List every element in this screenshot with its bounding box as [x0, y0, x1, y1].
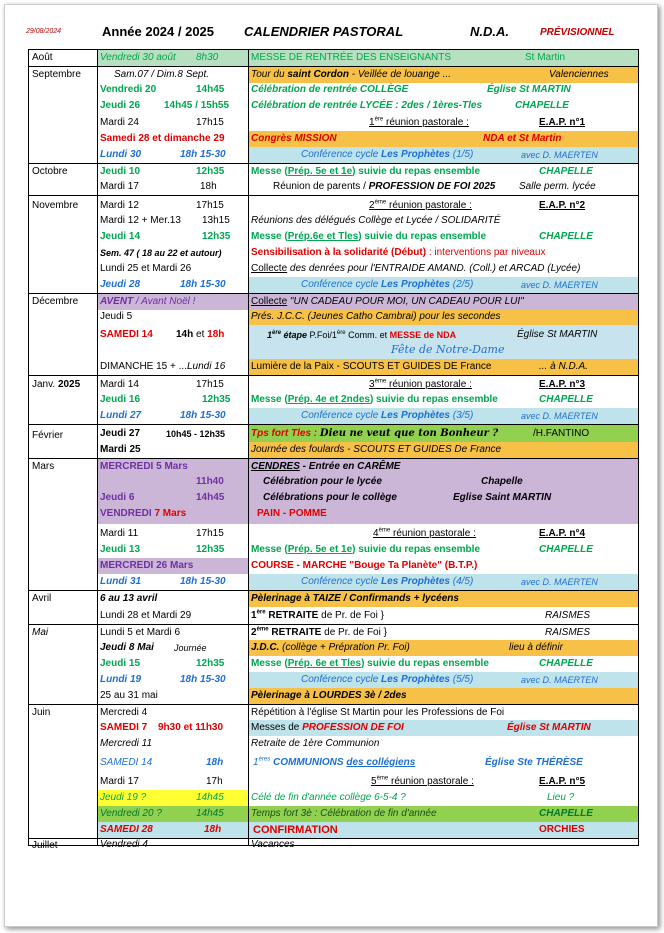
event-cell: Conférence cycle Les Prophètes (4/5) avec D. MAERTEN: [249, 574, 638, 590]
event-cell: CONFIRMATION ORCHIES: [249, 822, 638, 838]
date-cell: 6 au 13 avril: [98, 591, 249, 607]
table-row: [29, 98, 638, 114]
table-row: [29, 590, 638, 607]
event-cell: PAIN - POMME: [249, 506, 638, 522]
table-row: [29, 624, 638, 641]
date-cell: Jeudi 6 14h45: [98, 490, 249, 506]
table-row: [29, 359, 638, 375]
date-cell: Mercredi 4: [98, 705, 249, 721]
event-cell: Messe (Prép. 5e et 1e) suivie du repas ensemble CHAPELLE: [251, 544, 593, 555]
event-cell: Messe (Prép.6e et Tles) suivie du repas ensemble CHAPELLE: [251, 231, 593, 242]
date-cell: AVENT / Avant Noël !: [98, 294, 249, 310]
event-cell: Collecte des denrées pour l'ENTRAIDE AMAND. (Coll.) et ARCAD (Lycée): [251, 263, 581, 274]
table-row: [29, 524, 638, 542]
table-row: [29, 574, 638, 590]
month-label: Août: [29, 50, 98, 66]
month-label: Mai: [29, 625, 98, 641]
event-cell: Lumière de la Paix - SCOUTS ET GUIDES DE France ... à N.D.A.: [249, 359, 638, 375]
table-row: [29, 490, 638, 506]
table-row: [29, 392, 638, 408]
event-cell: 3ème réunion pastorale : E.A.P. n°3: [369, 378, 586, 390]
event-cell: 4ème réunion pastorale : E.A.P. n°4: [373, 527, 586, 539]
table-row: [29, 147, 638, 163]
month-label: Septembre: [29, 67, 98, 83]
table-row: [29, 229, 638, 245]
table-row: [29, 66, 638, 83]
table-row: [29, 293, 638, 310]
document-title: CALENDRIER PASTORAL: [244, 24, 404, 39]
event-cell: Répétition à l'église St Martin pour les Professions de Foi: [251, 707, 505, 718]
date-cell: VENDREDI 7 Mars: [98, 506, 249, 522]
table-row: [29, 408, 638, 424]
date-cell: Mardi 14 17h15: [98, 376, 249, 393]
event-cell: Messe (Prép. 6e et Tles) suivie du repas ensemble CHAPELLE: [251, 658, 593, 669]
event-cell: Congrès MISSION NDA et St Martin: [249, 131, 638, 147]
event-cell: 1ère réunion pastorale : E.A.P. n°1: [369, 116, 586, 128]
date-cell: Vendredi 4: [98, 839, 249, 846]
date-cell: Jeudi 15 12h35: [98, 656, 249, 672]
event-cell: Célé de fin d'année collège 6-5-4 ? Lieu ?: [251, 792, 575, 803]
event-cell: 2ème réunion pastorale : E.A.P. n°2: [369, 199, 586, 211]
table-row: [29, 50, 638, 66]
calendar-table: [28, 49, 639, 851]
event-cell: CENDRES - Entrée en CARÊME: [249, 459, 638, 475]
date-cell: Mardi 24 17h15: [98, 114, 249, 131]
table-row: [29, 704, 638, 721]
date-cell: Sam.07 / Dim.8 Sept.: [98, 67, 249, 83]
table-row: [29, 542, 638, 558]
table-row: [29, 838, 638, 851]
table-row: [29, 688, 638, 704]
event-cell: COURSE - MARCHE "Bouge Ta Planète" (B.T.P.): [251, 560, 478, 571]
event-cell: Conférence cycle Les Prophètes (3/5) avec D. MAERTEN: [249, 408, 638, 424]
table-row: [29, 442, 638, 458]
table-row: [29, 790, 638, 806]
event-cell: Sensibilisation à la solidarité (Début) : interventions par niveaux: [251, 247, 546, 258]
date-cell: 25 au 31 mai: [98, 688, 249, 704]
date-cell: Lundi 19 18h 15-30: [98, 672, 249, 688]
event-cell: Réunion de parents / PROFESSION DE FOI 2025 Salle perm. lycée: [273, 181, 596, 192]
print-date: 29/08/2024: [26, 28, 62, 35]
month-label: Mars: [29, 459, 98, 475]
table-row: [29, 277, 638, 293]
table-row: [29, 672, 638, 688]
table-row: [29, 474, 638, 490]
table-row: [29, 179, 638, 195]
event-cell: 5ème réunion pastorale : E.A.P. n°5: [371, 775, 586, 787]
date-cell: Samedi 28 et dimanche 29: [98, 131, 249, 147]
event-cell: Retraite de 1ère Communion: [251, 738, 380, 749]
table-row: [29, 424, 638, 443]
event-cell: Célébration de rentrée COLLÈGE Église St MARTIN: [251, 84, 571, 95]
event-cell: MESSE DE RENTRÉE DES ENSEIGNANTS St Martin: [249, 50, 638, 66]
event-cell: Collecte "UN CADEAU POUR MOI, UN CADEAU POUR LUI": [249, 294, 638, 310]
event-cell: Temps fort 3è : Célébration de fin d'année CHAPELLE: [249, 806, 638, 822]
date-cell: Mardi 25: [98, 442, 249, 458]
table-row: [29, 720, 638, 736]
event-cell: Réunions des délégués Collège et Lycée / SOLIDARITÉ: [251, 215, 501, 226]
date-cell: Jeudi 10 12h35: [98, 164, 249, 180]
date-cell: Lundi 27 18h 15-30: [98, 408, 249, 424]
date-cell: 11h40: [98, 474, 249, 490]
date-cell: Jeudi 8 Mai Journée: [98, 640, 249, 656]
date-cell: Mardi 17 18h: [98, 179, 249, 195]
month-label: Avril: [29, 591, 98, 607]
month-label: Novembre: [29, 196, 98, 214]
date-cell: Jeudi 26 14h45 / 15h55: [98, 98, 249, 114]
table-row: [29, 309, 638, 325]
table-row: [29, 131, 638, 147]
table-row: [29, 752, 638, 772]
date-cell: Lundi 28 et Mardi 29: [98, 606, 249, 624]
month-label: Décembre: [29, 294, 98, 310]
event-cell: Pèlerinage à LOURDES 3è / 2des: [249, 688, 638, 704]
event-cell: Messe (Prép. 5e et 1e) suivie du repas ensemble CHAPELLE: [251, 166, 593, 177]
date-cell: SAMEDI 28 18h: [98, 822, 249, 838]
event-cell: 1ère RETRAITE de Pr. de Foi } RAISMES: [251, 609, 591, 621]
event-cell: Messe (Prép. 4e et 2ndes) suivie du repas ensemble CHAPELLE: [251, 394, 593, 405]
event-cell: Messes de PROFESSION DE FOI Église St MARTIN: [249, 720, 638, 736]
event-cell: 2ème RETRAITE de Pr. de Foi } RAISMES: [251, 626, 591, 638]
table-row: [29, 114, 638, 131]
date-cell: DIMANCHE 15 + ...Lundi 16: [98, 359, 249, 375]
date-cell: Jeudi 19 ? 14h45: [98, 790, 249, 806]
event-cell: 1ères COMMUNIONS des collégiens Église Ste THÉRÈSE: [253, 756, 583, 768]
table-row: [29, 375, 638, 393]
month-label: Octobre: [29, 164, 98, 180]
date-cell: Jeudi 14 12h35: [98, 229, 249, 245]
event-cell: Pèlerinage à TAIZE / Confirmands + lycéens: [249, 591, 638, 607]
date-cell: Sem. 47 ( 18 au 22 et autour): [98, 245, 249, 261]
school-year: Année 2024 / 2025: [102, 24, 215, 39]
month-label: Juin: [29, 705, 98, 721]
date-cell: Jeudi 27 10h45 - 12h35: [98, 425, 249, 443]
date-cell: Lundi 25 et Mardi 26: [98, 261, 249, 277]
table-row: [29, 163, 638, 180]
event-cell: Célébrations pour le collège Eglise Saint MARTIN: [249, 490, 638, 506]
date-cell: Mardi 12 17h15: [98, 196, 249, 214]
date-cell: Jeudi 13 12h35: [98, 542, 249, 558]
table-row: [29, 82, 638, 98]
table-row: [29, 458, 638, 475]
table-row: [29, 736, 638, 752]
table-row: [29, 558, 638, 574]
month-label: Janv. 2025: [29, 376, 98, 393]
table-row: [29, 325, 638, 359]
date-cell: SAMEDI 14 14h et 18h: [98, 325, 249, 359]
table-row: [29, 213, 638, 229]
date-cell: Jeudi 5: [98, 309, 249, 325]
date-cell: Lundi 31 18h 15-30: [98, 574, 249, 590]
table-row: [29, 261, 638, 277]
date-cell: Lundi 5 et Mardi 6: [98, 625, 249, 641]
table-row: [29, 195, 638, 214]
date-cell: Mercredi 11: [98, 736, 249, 752]
date-cell: SAMEDI 14 18h: [98, 752, 249, 772]
table-row: [29, 245, 638, 261]
status-label: PRÉVISIONNEL: [540, 27, 615, 38]
event-cell: Célébration pour le lycée Chapelle: [249, 474, 638, 490]
date-cell: Mardi 17 17h: [98, 772, 249, 790]
event-cell: J.D.C. (collège + Prépration Pr. Foi) lieu à définir: [249, 640, 638, 656]
date-cell: Jeudi 16 12h35: [98, 392, 249, 408]
month-label: Juillet: [32, 840, 58, 851]
date-cell: Vendredi 30 août 8h30: [98, 50, 249, 66]
organization: N.D.A.: [470, 24, 509, 39]
table-row: [29, 772, 638, 790]
date-cell: Mardi 11 17h15: [98, 524, 249, 542]
event-cell: Conférence cycle Les Prophètes (5/5) avec D. MAERTEN: [249, 672, 638, 688]
event-cell: Conférence cycle Les Prophètes (1/5) avec D. MAERTEN: [249, 147, 638, 163]
event-cell: Célébration de rentrée LYCÉE : 2des / 1ères-Tles CHAPELLE: [251, 100, 569, 111]
document-header: [26, 22, 646, 44]
table-row: [29, 640, 638, 656]
event-cell: Vacances: [251, 839, 295, 850]
date-cell: Vendredi 20 14h45: [98, 82, 249, 98]
table-row: [29, 506, 638, 522]
date-cell: Lundi 30 18h 15-30: [98, 147, 249, 163]
table-row: [29, 606, 638, 624]
date-cell: Mardi 12 + Mer.13 13h15: [98, 213, 249, 229]
table-row: [29, 822, 638, 838]
event-cell: Tour du saint Cordon - Veillée de louange ... Valenciennes: [249, 67, 638, 83]
event-cell: Prés. J.C.C. (Jeunes Catho Cambrai) pour les secondes: [249, 309, 638, 325]
date-cell: MERCREDI 5 Mars: [98, 459, 249, 475]
month-label: Février: [29, 425, 98, 443]
event-cell: Tps fort Tles : Dieu ne veut que ton Bonheur ? /H.FANTINO: [249, 425, 638, 443]
event-cell: 1ère étape P.Foi/1ère Comm. et MESSE de NDA Église St MARTIN Fête de Notre-Dame: [249, 325, 638, 359]
date-cell: Jeudi 28 18h 15-30: [98, 277, 249, 293]
table-row: [29, 806, 638, 822]
date-cell: MERCREDI 26 Mars: [98, 558, 249, 574]
table-row: [29, 656, 638, 672]
event-cell: Journée des foulards - SCOUTS ET GUIDES De France: [249, 442, 638, 458]
date-cell: Vendredi 20 ? 14h45: [98, 806, 249, 822]
event-cell: Conférence cycle Les Prophètes (2/5) avec D. MAERTEN: [249, 277, 638, 293]
date-cell: SAMEDI 7 9h30 et 11h30: [98, 720, 249, 736]
